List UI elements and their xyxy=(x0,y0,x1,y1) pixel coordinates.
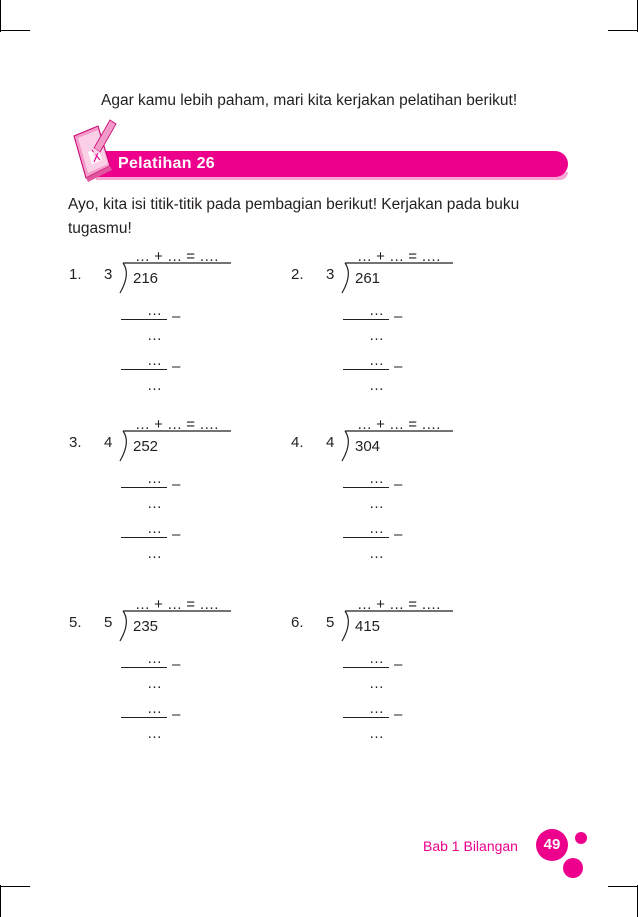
minus-sign: – xyxy=(172,526,181,543)
division-problem-4 xyxy=(291,416,491,571)
blank-dots: … xyxy=(369,495,384,512)
division-bracket xyxy=(329,256,459,296)
subtract-line xyxy=(121,667,167,668)
division-bracket xyxy=(329,424,459,464)
subtract-line xyxy=(121,319,167,320)
minus-sign: – xyxy=(172,656,181,673)
equation-blank: … + … = …. xyxy=(135,416,219,433)
division-problem-3 xyxy=(69,416,269,571)
decor-dot xyxy=(575,832,587,844)
intro-text: Agar kamu lebih paham, mari kita kerjakan pelatihan berikut! xyxy=(101,92,518,109)
blank-dots: … xyxy=(369,700,384,717)
division-problem-2 xyxy=(291,248,491,403)
dividend: 304 xyxy=(355,438,381,455)
blank-dots: … xyxy=(147,352,162,369)
crop-mark xyxy=(0,885,1,917)
blank-dots: … xyxy=(369,470,384,487)
division-problem-5 xyxy=(69,596,269,751)
minus-sign: – xyxy=(394,308,403,325)
problem-number: 2. xyxy=(291,266,304,283)
blank-dots: … xyxy=(147,545,162,562)
blank-dots: … xyxy=(369,725,384,742)
equation-blank: … + … = …. xyxy=(135,248,219,265)
crop-mark xyxy=(608,886,638,887)
page-number: 49 xyxy=(536,829,568,861)
subtract-line xyxy=(343,487,389,488)
problem-number: 1. xyxy=(69,266,82,283)
blank-dots: … xyxy=(147,675,162,692)
subtract-line xyxy=(121,369,167,370)
subtract-line xyxy=(343,369,389,370)
division-bracket xyxy=(107,604,237,644)
divisor: 4 xyxy=(104,434,113,451)
blank-dots: … xyxy=(369,520,384,537)
equation-blank: … + … = …. xyxy=(135,596,219,613)
subtract-line xyxy=(343,319,389,320)
problem-number: 4. xyxy=(291,434,304,451)
problem-number: 5. xyxy=(69,614,82,631)
divisor: 4 xyxy=(326,434,335,451)
blank-dots: … xyxy=(147,302,162,319)
dividend: 415 xyxy=(355,618,381,635)
blank-dots: … xyxy=(369,675,384,692)
blank-dots: … xyxy=(147,725,162,742)
subtract-line xyxy=(121,717,167,718)
division-bracket xyxy=(329,604,459,644)
blank-dots: … xyxy=(369,545,384,562)
division-problem-6 xyxy=(291,596,491,751)
subtract-line xyxy=(343,537,389,538)
minus-sign: – xyxy=(394,476,403,493)
exercise-title: Pelatihan 26 xyxy=(118,155,215,172)
divisor: 3 xyxy=(104,266,113,283)
decor-dot xyxy=(563,858,583,878)
dividend: 261 xyxy=(355,270,381,287)
minus-sign: – xyxy=(394,526,403,543)
chapter-label: Bab 1 Bilangan xyxy=(423,838,518,854)
divisor: 5 xyxy=(104,614,113,631)
equation-blank: … + … = …. xyxy=(357,596,441,613)
minus-sign: – xyxy=(394,358,403,375)
blank-dots: … xyxy=(147,327,162,344)
problem-number: 6. xyxy=(291,614,304,631)
minus-sign: – xyxy=(172,308,181,325)
blank-dots: … xyxy=(369,352,384,369)
instruction-text: Ayo, kita isi titik-titik pada pembagian berikut! Kerjakan pada buku tugasmu! xyxy=(68,196,520,237)
crop-mark xyxy=(0,30,30,31)
subtract-line xyxy=(343,667,389,668)
minus-sign: – xyxy=(172,476,181,493)
crop-mark xyxy=(0,0,1,32)
blank-dots: … xyxy=(369,377,384,394)
blank-dots: … xyxy=(147,700,162,717)
blank-dots: … xyxy=(369,302,384,319)
blank-dots: … xyxy=(147,650,162,667)
division-problem-1 xyxy=(69,248,269,403)
divisor: 5 xyxy=(326,614,335,631)
crop-mark xyxy=(608,30,638,31)
blank-dots: … xyxy=(147,495,162,512)
crop-mark xyxy=(0,886,30,887)
division-bracket xyxy=(107,256,237,296)
divisor: 3 xyxy=(326,266,335,283)
blank-dots: … xyxy=(369,650,384,667)
book-pencil-icon xyxy=(68,118,130,184)
dividend: 235 xyxy=(133,618,159,635)
blank-dots: … xyxy=(147,470,162,487)
subtract-line xyxy=(121,537,167,538)
minus-sign: – xyxy=(172,358,181,375)
subtract-line xyxy=(343,717,389,718)
blank-dots: … xyxy=(147,377,162,394)
minus-sign: – xyxy=(394,706,403,723)
blank-dots: … xyxy=(147,520,162,537)
equation-blank: … + … = …. xyxy=(357,416,441,433)
minus-sign: – xyxy=(172,706,181,723)
problem-number: 3. xyxy=(69,434,82,451)
division-bracket xyxy=(107,424,237,464)
dividend: 216 xyxy=(133,270,159,287)
subtract-line xyxy=(121,487,167,488)
minus-sign: – xyxy=(394,656,403,673)
equation-blank: … + … = …. xyxy=(357,248,441,265)
blank-dots: … xyxy=(369,327,384,344)
dividend: 252 xyxy=(133,438,159,455)
